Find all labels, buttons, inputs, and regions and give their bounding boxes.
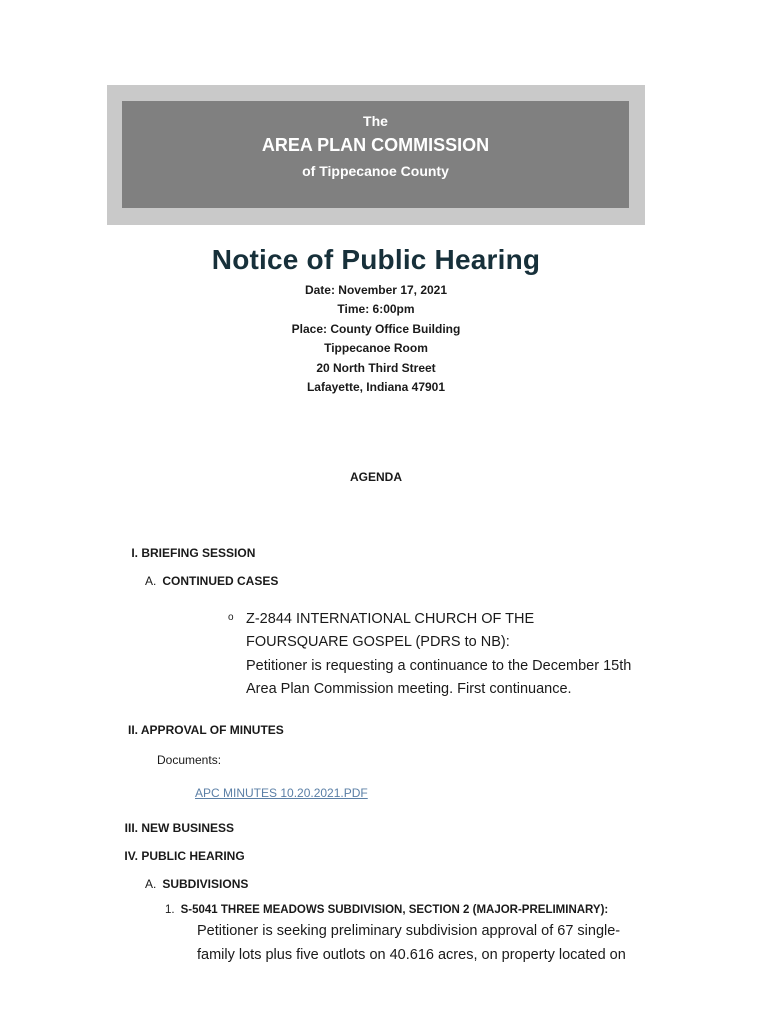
subdivision-description [197,920,657,967]
hearing-time: Time: 6:00pm [337,302,415,317]
continued-case-item [246,608,666,702]
description-line: Petitioner is seeking preliminary subdivision approval of 67 single- [197,923,621,939]
minutes-pdf-link[interactable]: APC MINUTES 10.20.2021.PDF [195,786,368,800]
subsection-letter: A. [145,574,157,588]
bullet-circle: o [228,612,234,623]
hearing-room: Tippecanoe Room [324,341,428,356]
subsection-subdivisions [145,877,248,891]
header-banner-inner [122,101,629,208]
hearing-city: Lafayette, Indiana 47901 [306,379,446,394]
section-number: III. [124,821,138,835]
subsection-continued-cases [145,574,278,588]
subsection-title: SUBDIVISIONS [162,877,249,891]
agenda-heading: AGENDA [349,470,402,484]
section-briefing-session [116,546,255,560]
section-title: BRIEFING SESSION [141,546,256,560]
subsection-title: CONTINUED CASES [162,574,279,588]
hearing-date: Date: November 17, 2021 [304,283,448,297]
case-line: Petitioner is requesting a continuance to the December 15th [246,657,632,674]
page-title: Notice of Public Hearing [211,244,541,275]
section-number: I. [131,546,138,560]
documents-label: Documents: [157,753,222,767]
section-number: IV. [124,849,138,863]
section-new-business [116,821,234,835]
subsection-letter: A. [145,877,157,891]
section-approval-of-minutes [116,723,284,737]
section-public-hearing [116,849,245,863]
banner-the: The [363,113,388,129]
case-line: FOURSQUARE GOSPEL (PDRS to NB): [246,634,510,651]
hearing-place: Place: County Office Building [291,321,461,336]
hearing-street: 20 North Third Street [316,360,436,375]
section-title: APPROVAL OF MINUTES [140,723,284,737]
case-line: Area Plan Commission meeting. First continuance. [246,681,572,698]
case-line: Z-2844 INTERNATIONAL CHURCH OF THE [246,611,535,627]
section-number: II. [127,723,138,737]
subdivision-item [165,904,608,916]
item-number: 1. [165,904,175,916]
item-title: S-5041 THREE MEADOWS SUBDIVISION, SECTION 2 (MAJOR-PRELIMINARY): [180,904,609,916]
description-line: family lots plus five outlots on 40.616 acres, on property located on [197,946,626,963]
section-title: NEW BUSINESS [141,821,235,835]
section-title: PUBLIC HEARING [141,849,245,863]
banner-county: of Tippecanoe County [302,163,449,179]
banner-organization: AREA PLAN COMMISSION [261,135,490,155]
hearing-details [0,281,752,397]
